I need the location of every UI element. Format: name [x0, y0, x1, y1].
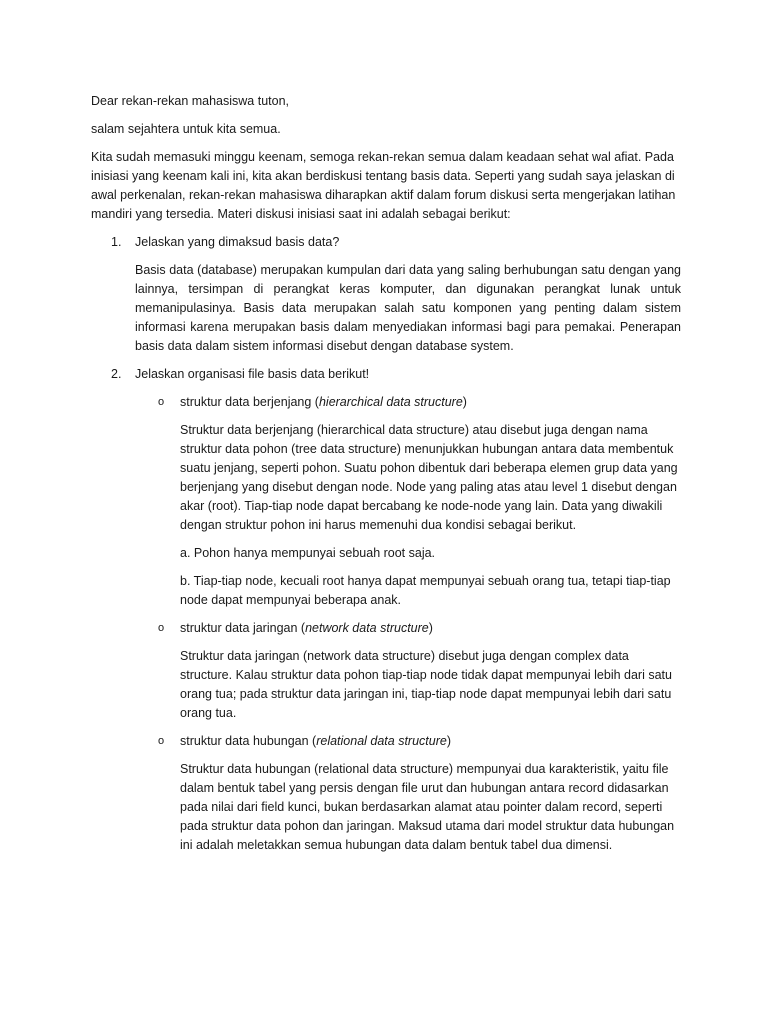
bullet-icon: o	[158, 622, 165, 634]
subtopic-title-prefix: struktur data jaringan (	[180, 621, 306, 635]
intro-paragraph: Kita sudah memasuki minggu keenam, semoga rekan-rekan semua dalam keadaan sehat wal afiat. Pada inisiasi yang keenam kali ini, kita akan berdiskusi tentang basis data. Seperti yang sudah saya jelaskan di awal perkenalan, rekan-rekan mahasiswa diharapkan aktif dalam forum diskusi serta mengerjakan latihan mandiri yang tersedia. Materi diskusi inisiasi saat ini adalah sebagai berikut:	[91, 150, 676, 221]
subtopic-title-suffix: )	[428, 621, 433, 635]
document-page	[91, 92, 681, 864]
hierarchical-condition-a: a. Pohon hanya mempunyai sebuah root saja.	[180, 546, 436, 560]
answer-1: Basis data (database) merupakan kumpulan dari data yang saling berhubungan satu dengan yang lainnya, tersimpan di perangkat keras komputer, dan digunakan perangkat lunak untuk memanipulasinya. Basis data merupakan salah satu komponen yang penting dalam sistem informasi karena merupakan basis dalam menyediakan informasi bagi para pemakai. Penerapan basis data dalam sistem informasi disebut dengan database system.	[135, 263, 681, 353]
relational-body: Struktur data hubungan (relational data structure) mempunyai dua karakteristik, yaitu file dalam bentuk tabel yang persis dengan file urut dan hubungan antara record didasarkan pada nilai dari field kunci, bukan berdasarkan alamat atau pointer dalam record, seperti pada struktur data pohon dan jaringan. Maksud utama dari model struktur data hubungan ini adalah meletakkan semua hubungan data dalam bentuk tabel dua dimensi.	[180, 762, 675, 852]
subtopic-title-suffix: )	[462, 395, 467, 409]
question-2-number: 2.	[111, 367, 122, 381]
question-2	[91, 365, 681, 384]
bullet-icon: o	[158, 396, 165, 408]
salutation: salam sejahtera untuk kita semua.	[91, 122, 281, 136]
hierarchical-condition-b: b. Tiap-tiap node, kecuali root hanya dapat mempunyai sebuah orang tua, tetapi tiap-tiap node dapat mempunyai beberapa anak.	[180, 574, 671, 607]
bullet-icon: o	[158, 735, 165, 747]
greeting: Dear rekan-rekan mahasiswa tuton,	[91, 94, 290, 108]
subtopic-title-prefix: struktur data berjenjang (	[180, 395, 319, 409]
question-2-text: Jelaskan organisasi file basis data berikut!	[135, 367, 370, 381]
subtopic-title-prefix: struktur data hubungan (	[180, 734, 317, 748]
subtopic-title-italic: relational data structure	[316, 734, 447, 748]
subtopic-title-suffix: )	[446, 734, 452, 748]
subtopic-network	[91, 619, 681, 638]
subtopic-title-italic: hierarchical data structure	[318, 395, 463, 409]
question-1	[91, 233, 681, 252]
network-body: Struktur data jaringan (network data structure) disebut juga dengan complex data structure. Kalau struktur data pohon tiap-tiap node tidak dapat mempunyai lebih dari satu orang tua; pada struktur data jaringan ini, tiap-tiap node dapat mempunyai lebih dari satu orang tua.	[180, 649, 672, 720]
subtopic-relational	[91, 732, 681, 751]
subtopic-hierarchical	[91, 393, 681, 412]
subtopic-title-italic: network data structure	[305, 621, 429, 635]
question-1-text: Jelaskan yang dimaksud basis data?	[135, 235, 340, 249]
question-1-number: 1.	[111, 235, 122, 249]
hierarchical-body: Struktur data berjenjang (hierarchical data structure) atau disebut juga dengan nama struktur data pohon (tree data structure) menunjukkan hubungan antara data membentuk suatu jenjang, seperti pohon. Suatu pohon dibentuk dari beberapa elemen grup data yang berjenjang yang disebut dengan node. Node yang paling atas atau level 1 disebut dengan akar (root). Tiap-tiap node dapat bercabang ke node-node yang lain. Data yang diwakili dengan struktur pohon ini harus memenuhi dua kondisi sebagai berikut.	[180, 423, 678, 532]
